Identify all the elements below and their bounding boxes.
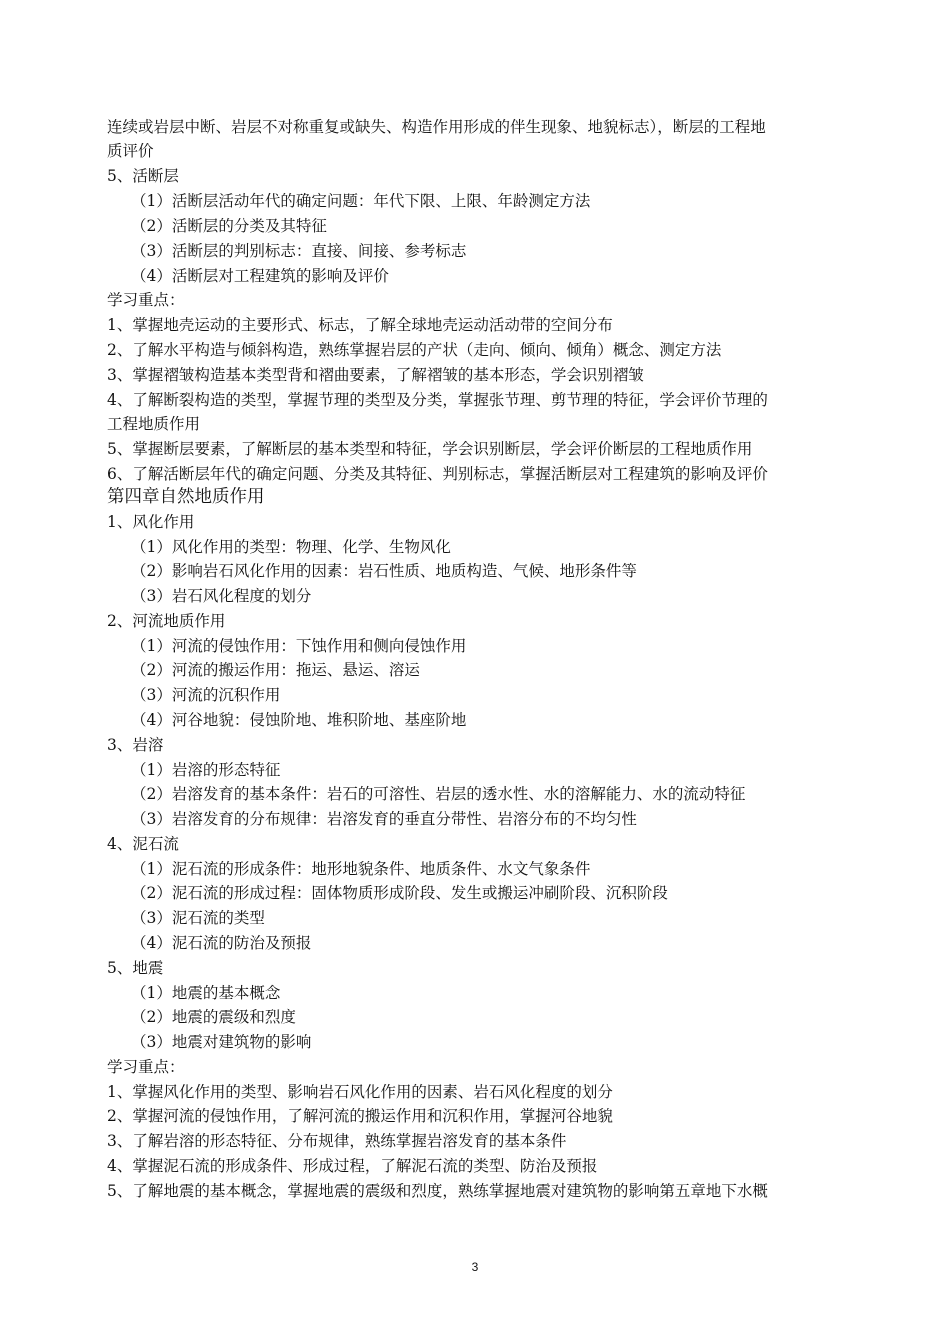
list-item: 2、掌握河流的侵蚀作用，了解河流的搬运作用和沉积作用，掌握河谷地貌 <box>107 1107 613 1125</box>
section-heading: 4、泥石流 <box>107 835 179 853</box>
text-line: 连续或岩层中断、岩层不对称重复或缺失、构造作用形成的伴生现象、地貌标志），断层的工程地 <box>107 118 766 136</box>
list-item: 5、掌握断层要素，了解断层的基本类型和特征，学会识别断层，学会评价断层的工程地质作用 <box>107 440 753 458</box>
chapter-title: 第四章自然地质作用 <box>107 487 265 507</box>
list-item: （3）活断层的判别标志：直接、间接、参考标志 <box>131 242 467 260</box>
list-item: 1、掌握风化作用的类型、影响岩石风化作用的因素、岩石风化程度的划分 <box>107 1083 613 1101</box>
list-item: （1）风化作用的类型：物理、化学、生物风化 <box>131 538 451 556</box>
list-item: （3）岩溶发育的分布规律：岩溶发育的垂直分带性、岩溶分布的不均匀性 <box>131 810 637 828</box>
section-heading: 1、风化作用 <box>107 513 195 531</box>
study-focus-label: 学习重点： <box>107 1058 185 1076</box>
list-item: （2）影响岩石风化作用的因素：岩石性质、地质构造、气候、地形条件等 <box>131 562 637 580</box>
list-item: （3）岩石风化程度的划分 <box>131 587 312 605</box>
list-item: 2、了解水平构造与倾斜构造，熟练掌握岩层的产状（走向、倾向、倾角）概念、测定方法 <box>107 341 722 359</box>
section-heading: 5、活断层 <box>107 167 179 185</box>
list-item: 1、掌握地壳运动的主要形式、标志，了解全球地壳运动活动带的空间分布 <box>107 316 613 334</box>
list-item: 5、了解地震的基本概念，掌握地震的震级和烈度，熟练掌握地震对建筑物的影响第五章地下水概 <box>107 1182 768 1200</box>
list-item: （2）活断层的分类及其特征 <box>131 217 327 235</box>
list-item: （2）岩溶发育的基本条件：岩石的可溶性、岩层的透水性、水的溶解能力、水的流动特征 <box>131 785 746 803</box>
list-item: （4）泥石流的防治及预报 <box>131 934 312 952</box>
list-item: 6、了解活断层年代的确定问题、分类及其特征、判别标志，掌握活断层对工程建筑的影响及评价 <box>107 465 768 483</box>
list-item: （3）泥石流的类型 <box>131 909 265 927</box>
list-item: （3）河流的沉积作用 <box>131 686 281 704</box>
list-item: 4、掌握泥石流的形成条件、形成过程，了解泥石流的类型、防治及预报 <box>107 1157 598 1175</box>
list-item: （2）河流的搬运作用：拖运、悬运、溶运 <box>131 661 420 679</box>
list-item: （1）河流的侵蚀作用：下蚀作用和侧向侵蚀作用 <box>131 637 467 655</box>
list-item: （3）地震对建筑物的影响 <box>131 1033 312 1051</box>
text-line: 工程地质作用 <box>107 415 201 433</box>
list-item: （4）活断层对工程建筑的影响及评价 <box>131 267 389 285</box>
list-item: 3、了解岩溶的形态特征、分布规律，熟练掌握岩溶发育的基本条件 <box>107 1132 567 1150</box>
study-focus-label: 学习重点： <box>107 291 185 309</box>
page-number: 3 <box>471 1260 479 1274</box>
list-item: （1）泥石流的形成条件：地形地貌条件、地质条件、水文气象条件 <box>131 860 591 878</box>
list-item: （1）岩溶的形态特征 <box>131 761 281 779</box>
list-item: （4）河谷地貌：侵蚀阶地、堆积阶地、基座阶地 <box>131 711 467 729</box>
list-item: 3、掌握褶皱构造基本类型背和褶曲要素，了解褶皱的基本形态，学会识别褶皱 <box>107 366 644 384</box>
list-item: （1）活断层活动年代的确定问题：年代下限、上限、年龄测定方法 <box>131 192 591 210</box>
section-heading: 5、地震 <box>107 959 164 977</box>
list-item: （2）泥石流的形成过程：固体物质形成阶段、发生或搬运冲刷阶段、沉积阶段 <box>131 884 668 902</box>
section-heading: 2、河流地质作用 <box>107 612 226 630</box>
section-heading: 3、岩溶 <box>107 736 164 754</box>
list-item: （1）地震的基本概念 <box>131 984 281 1002</box>
text-line: 质评价 <box>107 142 154 160</box>
list-item: 4、了解断裂构造的类型，掌握节理的类型及分类，掌握张节理、剪节理的特征，学会评价节理的 <box>107 391 768 409</box>
list-item: （2）地震的震级和烈度 <box>131 1008 296 1026</box>
